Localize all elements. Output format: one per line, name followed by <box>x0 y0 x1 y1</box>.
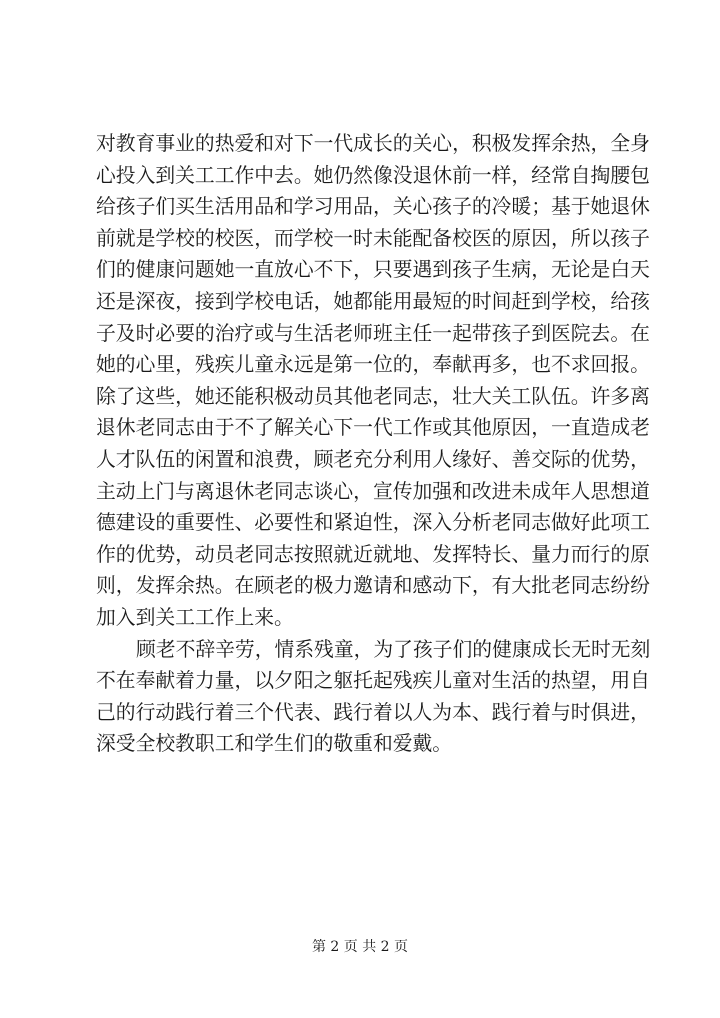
text-line: 不在奉献着力量，以夕阳之躯托起残疾儿童对生活的热望，用自 <box>96 669 650 693</box>
paragraph-1 <box>96 128 650 634</box>
text-line: 则，发挥余热。在顾老的极力邀请和感动下，有大批老同志纷纷 <box>96 574 650 598</box>
text-line: 对教育事业的热爱和对下一代成长的关心，积极发挥余热，全身 <box>96 132 650 155</box>
text-line: 深受全校教职工和学生们的敬重和爱戴。 <box>96 732 453 756</box>
text-line: 人才队伍的闲置和浪费，顾老充分利用人缘好、善交际的优势， <box>96 447 650 471</box>
paragraph-2 <box>96 634 651 760</box>
text-line: 们的健康问题她一直放心不下，只要遇到孩子生病，无论是白天 <box>96 258 650 282</box>
text-line: 顾老不辞辛劳，情系残童，为了孩子们的健康成长无时无刻 <box>136 637 651 661</box>
text-line: 主动上门与离退休老同志谈心，宣传加强和改进未成年人思想道 <box>96 479 650 503</box>
text-line: 还是深夜，接到学校电话，她都能用最短的时间赶到学校，给孩 <box>96 289 650 313</box>
text-line: 她的心里，残疾儿童永远是第一位的，奉献再多，也不求回报。 <box>96 353 650 377</box>
document-body <box>96 128 651 760</box>
text-line: 子及时必要的治疗或与生活老师班主任一起带孩子到医院去。在 <box>96 321 650 345</box>
page-number-footer: 第 2 页 共 2 页 <box>311 939 409 955</box>
text-line: 己的行动践行着三个代表、践行着以人为本、践行着与时俱进， <box>96 700 650 724</box>
text-line: 前就是学校的校医，而学校一时未能配备校医的原因，所以孩子 <box>96 226 650 250</box>
text-line: 给孩子们买生活用品和学习用品，关心孩子的冷暖；基于她退休 <box>96 195 650 219</box>
text-line: 退休老同志由于不了解关心下一代工作或其他原因，一直造成老 <box>96 416 650 440</box>
text-line: 作的优势，动员老同志按照就近就地、发挥特长、量力而行的原 <box>96 542 650 566</box>
text-line: 心投入到关工工作中去。她仍然像没退休前一样，经常自掏腰包 <box>96 163 650 187</box>
text-line: 德建设的重要性、必要性和紧迫性，深入分析老同志做好此项工 <box>96 511 650 535</box>
text-line: 加入到关工工作上来。 <box>96 605 294 629</box>
text-line: 除了这些，她还能积极动员其他老同志，壮大关工队伍。许多离 <box>96 384 650 408</box>
